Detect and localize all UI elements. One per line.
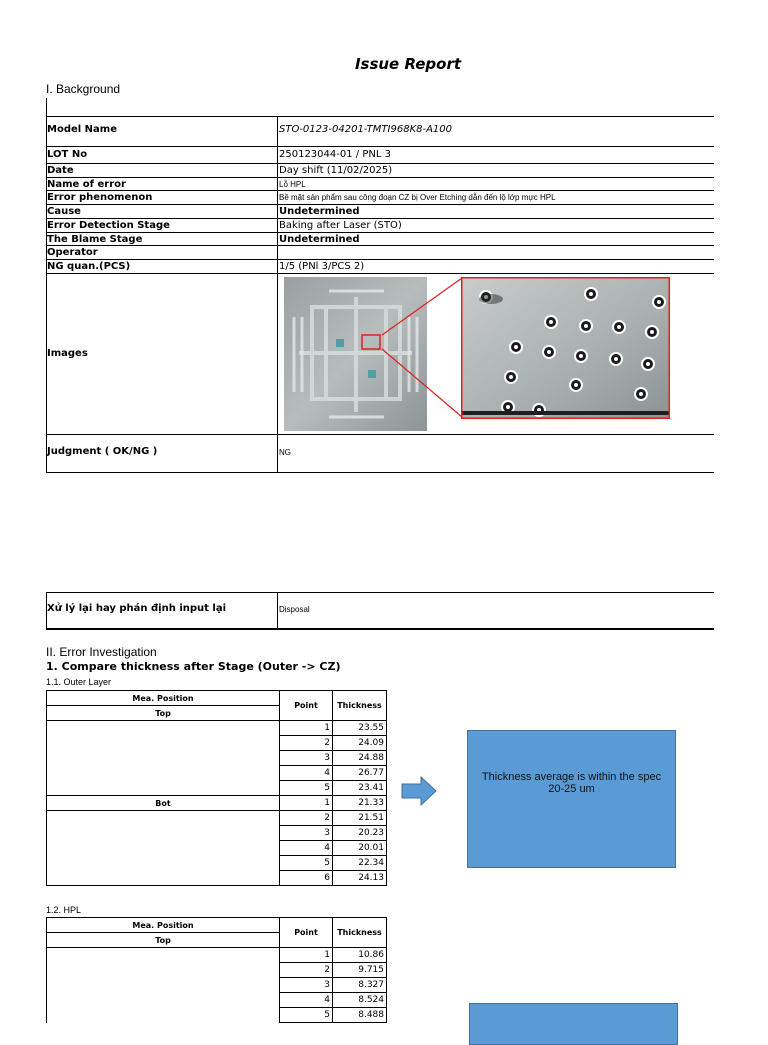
row-line [46,472,714,473]
table-row [47,963,387,978]
row-border [277,592,278,629]
table-row [47,766,387,781]
col-thickness-header: Thickness [333,918,387,948]
ng-quan-label: NG quan.(PCS) [47,261,131,272]
date-label: Date [47,165,74,176]
position-cell [47,781,280,796]
thickness-cell: 21.33 [333,796,387,811]
rework-label: Xử lý lại hay phán định input lại [47,603,227,614]
point-cell: 5 [280,1008,333,1023]
thickness-cell: 9.715 [333,963,387,978]
model-name-label: Model Name [47,124,117,135]
images-label: Images [47,348,88,359]
row-line [46,592,714,593]
thickness-cell: 20.23 [333,826,387,841]
thickness-cell: 20.01 [333,841,387,856]
thickness-cell: 8.524 [333,993,387,1008]
thickness-cell: 10.86 [333,948,387,963]
thickness-cell: 23.55 [333,721,387,736]
point-cell: 6 [280,871,333,886]
position-cell [47,978,280,993]
ng-quan-value: 1/5 (PNl 3/PCS 2) [279,261,365,272]
investigation-heading: II. Error Investigation [46,645,157,659]
point-cell: 3 [280,826,333,841]
row-line [46,190,714,191]
error-phenomenon-label: Error phenomenon [47,192,153,203]
row-line [46,245,714,246]
table-row [47,993,387,1008]
model-name-value: STO-0123-04201-TMTI968K8-A100 [279,124,453,135]
zoomed-defect-photo [461,277,670,419]
point-cell: 1 [280,721,333,736]
col-point-header: Point [280,918,333,948]
investigation-subheading: 1. Compare thickness after Stage (Outer -> CZ) [46,660,341,673]
row-line [46,273,714,274]
position-cell [47,856,280,871]
hpl-heading: 1.2. HPL [46,905,82,915]
rework-value: Disposal [279,605,310,614]
point-cell: 5 [280,856,333,871]
row-line [46,628,714,630]
judgment-value: NG [279,448,291,457]
table-row [47,781,387,796]
point-cell: 2 [280,963,333,978]
thickness-cell: 24.09 [333,736,387,751]
hpl-note-box [469,1003,678,1045]
table-row [47,796,387,811]
position-cell [47,721,280,736]
thickness-cell: 22.34 [333,856,387,871]
blame-stage-value: Undetermined [279,234,360,245]
position-bot: Bot [47,796,280,811]
thickness-cell: 8.327 [333,978,387,993]
col-thickness-header: Thickness [333,691,387,721]
col-position-header: Mea. Position [47,691,280,706]
table-row [47,978,387,993]
row-line [46,259,714,260]
error-name-value: Lỗ HPL [279,180,306,189]
point-cell: 2 [280,811,333,826]
point-cell: 4 [280,841,333,856]
error-name-label: Name of error [47,179,126,190]
error-phenomenon-value: Bề mặt sản phẩm sau công đoạn CZ bị Over Etching dẫn đến lộ lớp mực HPL [279,193,556,202]
table-row [47,736,387,751]
zoom-connector [360,277,470,422]
thickness-cell: 23.41 [333,781,387,796]
thickness-cell: 26.77 [333,766,387,781]
thickness-cell: 21.51 [333,811,387,826]
table-row [47,841,387,856]
thickness-note-text: Thickness average is within the spec 20-25 um [481,771,662,795]
position-cell [47,948,280,963]
position-top: Top [47,706,280,721]
outer-thickness-table [46,690,387,886]
point-cell: 2 [280,736,333,751]
point-cell: 3 [280,978,333,993]
position-cell [47,751,280,766]
position-cell [47,963,280,978]
background-heading: I. Background [46,82,121,96]
judgment-label: Judgment ( OK/NG ) [47,446,158,457]
table-row [47,871,387,886]
row-line [46,146,714,147]
col-point-header: Point [280,691,333,721]
row-line [46,232,714,233]
right-arrow-icon [401,776,437,806]
row-line [46,163,714,164]
position-cell [47,993,280,1008]
col-position-header: Mea. Position [47,918,280,933]
position-cell [47,826,280,841]
thickness-cell: 24.13 [333,871,387,886]
table-row [47,721,387,736]
position-top: Top [47,933,280,948]
lot-no-value: 250123044-01 / PNL 3 [279,149,391,160]
thickness-note-box [467,730,676,868]
position-cell [47,766,280,781]
page-title: Issue Report [354,55,462,73]
table-row [47,1008,387,1023]
operator-label: Operator [47,247,98,258]
point-cell: 5 [280,781,333,796]
point-cell: 4 [280,766,333,781]
date-value: Day shift (11/02/2025) [279,165,393,176]
table-row [47,811,387,826]
cause-value: Undetermined [279,206,360,217]
position-cell [47,1008,280,1023]
point-cell: 1 [280,796,333,811]
row-line [46,177,714,178]
row-line [46,218,714,219]
cause-label: Cause [47,206,81,217]
point-cell: 3 [280,751,333,766]
outer-layer-heading: 1.1. Outer Layer [46,677,112,687]
lot-no-label: LOT No [47,149,88,160]
position-cell [47,811,280,826]
table-divider [277,116,278,472]
row-line [46,434,714,435]
position-cell [47,871,280,886]
position-cell [47,736,280,751]
table-row [47,948,387,963]
thickness-cell: 24.88 [333,751,387,766]
detection-stage-label: Error Detection Stage [47,220,170,231]
point-cell: 4 [280,993,333,1008]
point-cell: 1 [280,948,333,963]
thickness-cell: 8.488 [333,1008,387,1023]
blame-stage-label: The Blame Stage [47,234,143,245]
table-row [47,826,387,841]
table-row [47,856,387,871]
position-cell [47,841,280,856]
row-line [46,204,714,205]
hpl-thickness-table [46,917,387,1023]
table-row [47,751,387,766]
detection-stage-value: Baking after Laser (STO) [279,220,402,231]
row-line [46,116,714,117]
